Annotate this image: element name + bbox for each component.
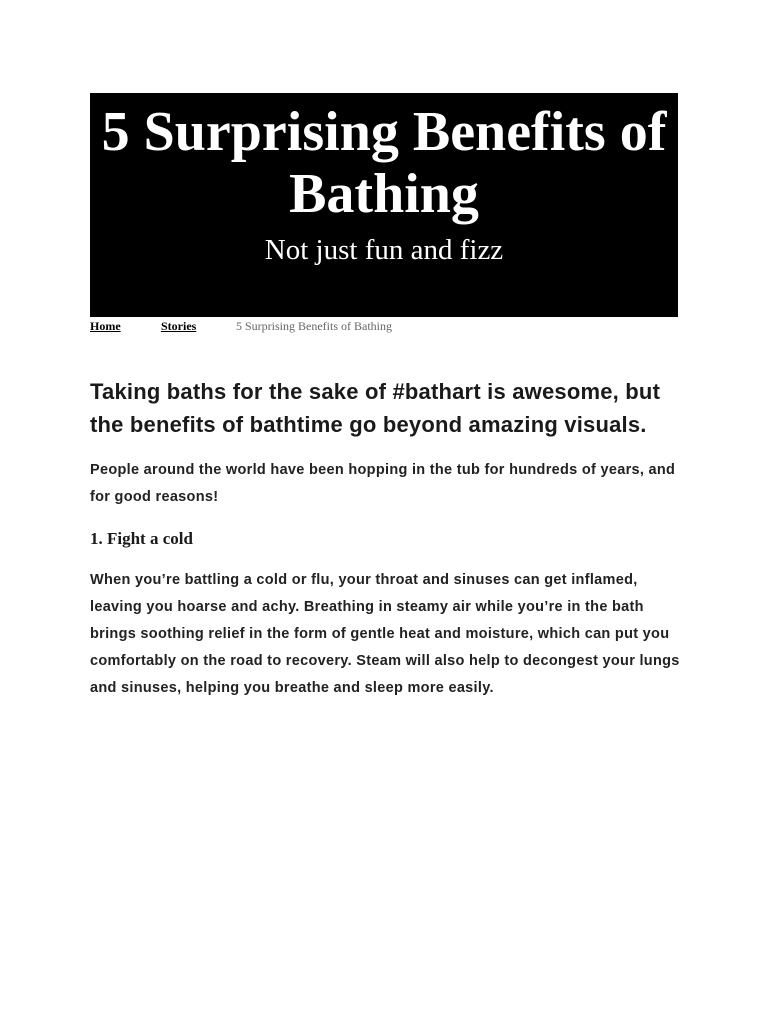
article-lead: Taking baths for the sake of #bathart is awesome, but the benefits of bathtime go beyond amazing visuals. [90,379,661,437]
page-title: 5 Surprising Benefits of Bathing [101,101,667,225]
hero-banner [90,93,678,317]
article-intro: People around the world have been hopping in the tub for hundreds of years, and for good reasons! [90,462,676,505]
page-subtitle: Not just fun and fizz [264,234,504,266]
breadcrumb-current: 5 Surprising Benefits of Bathing [236,319,392,333]
benefit-section [90,527,680,702]
article-body [90,375,680,702]
breadcrumb-home-link[interactable]: Home [90,319,121,333]
breadcrumb-stories-link[interactable]: Stories [161,319,197,333]
section-body: When you’re battling a cold or flu, your throat and sinuses can get inflamed, leaving you hoarse and achy. Breathing in steamy air while you’re in the bath brings soothing relief in the form of gentle heat and moisture, which can put you comfortably on the road to recovery. Steam will also help to decongest your lungs and sinuses, helping you breathe and sleep more easily. [90,572,680,696]
section-heading: 1. Fight a cold [90,529,193,548]
breadcrumb [90,318,678,336]
